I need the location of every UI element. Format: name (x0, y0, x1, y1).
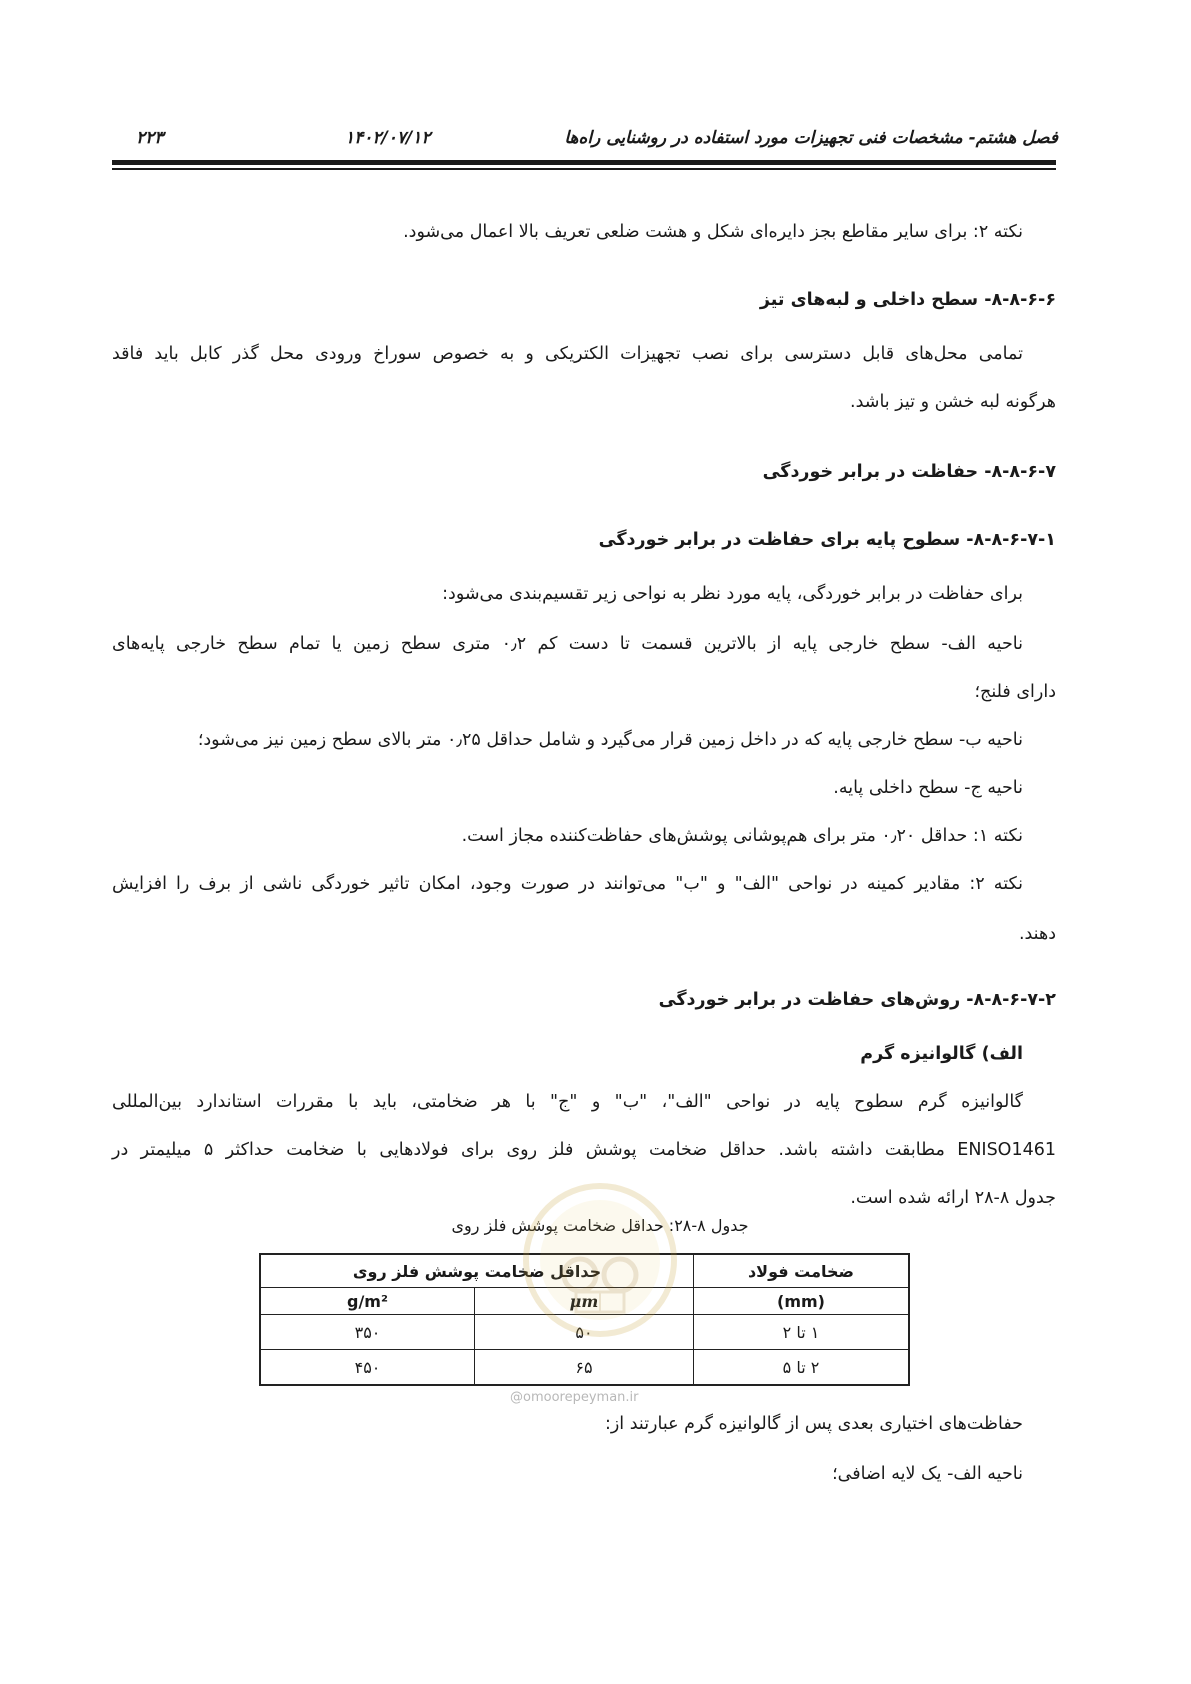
section-heading-8-8-6-6: ۸-۸-۶-۶- سطح داخلی و لبه‌های تیز (759, 290, 1056, 310)
zone-b-line: ناحیه ب- سطح خارجی پایه که در داخل زمین قرار می‌گیرد و شامل حداقل ۰٫۲۵ متر بالای سطح زمین نیز می‌شود؛ (197, 730, 1023, 750)
gm2-cell: ۳۵۰ (260, 1315, 475, 1350)
header-rule-thick (112, 160, 1056, 165)
steel-thickness-header: ضخامت فولاد (694, 1254, 910, 1288)
paragraph-line: حفاظت‌های اختیاری بعدی پس از گالوانیزه گرم عبارتند از: (604, 1414, 1023, 1434)
gm2-unit-header: g/m² (260, 1288, 475, 1315)
watermark-url: @omoorepeyman.ir (510, 1390, 639, 1405)
steel-unit-header: (mm) (694, 1288, 910, 1315)
table-caption: جدول ۸-۲۸: حداقل ضخامت پوشش فلز روی (451, 1216, 749, 1235)
running-header-date: ۱۴۰۲/۰۷/۱۲ (345, 128, 431, 148)
paragraph-line: ناحیه الف- یک لایه اضافی؛ (832, 1464, 1023, 1484)
section-heading-8-8-6-7: ۸-۸-۶-۷- حفاظت در برابر خوردگی (762, 462, 1056, 482)
paragraph-line: ENISO1461 مطابقت داشته باشد. حداقل ضخامت پوشش فلز روی برای فولادهایی با ضخامت حداکثر ۵ میلیمتر در (112, 1140, 1056, 1160)
zone-c-line: ناحیه ج- سطح داخلی پایه. (833, 778, 1023, 798)
running-header-title: فصل هشتم- مشخصات فنی تجهیزات مورد استفاده در روشنایی راه‌ها (564, 128, 1058, 148)
section-heading-8-8-6-7-2: ۸-۸-۶-۷-۲- روش‌های حفاظت در برابر خوردگی (658, 990, 1056, 1010)
paragraph-line: گالوانیزه گرم سطوح پایه در نواحی "الف"، "ب" و "ج" با هر ضخامتی، باید با مقررات استاندارد بین‌المللی (112, 1092, 1023, 1112)
paragraph-line: تمامی محل‌های قابل دسترسی برای نصب تجهیزات الکتریکی و به خصوص سوراخ ورودی محل گذر کابل باید فاقد (112, 344, 1023, 364)
micron-unit-header: μm (475, 1288, 694, 1315)
paragraph-line: برای حفاظت در برابر خوردگی، پایه مورد نظر به نواحی زیر تقسیم‌بندی می‌شود: (442, 584, 1023, 604)
zinc-thickness-header: حداقل ضخامت پوشش فلز روی (260, 1254, 694, 1288)
note-2-top: نکته ۲: برای سایر مقاطع بجز دایره‌ای شکل و هشت ضلعی تعریف بالا اعمال می‌شود. (403, 222, 1023, 242)
steel-cell: ۲ تا ۵ (694, 1350, 910, 1386)
micron-cell: ۶۵ (475, 1350, 694, 1386)
paragraph-line: جدول ۸-۲۸ ارائه شده است. (850, 1188, 1056, 1208)
subheading-hot-dip-galvanizing: الف) گالوانیزه گرم (860, 1044, 1023, 1064)
paragraph-line: هرگونه لبه خشن و تیز باشد. (850, 392, 1056, 412)
section-heading-8-8-6-7-1: ۸-۸-۶-۷-۱- سطوح پایه برای حفاظت در برابر خوردگی (598, 530, 1056, 550)
note-1: نکته ۱: حداقل ۰٫۲۰ متر برای هم‌پوشانی پوشش‌های حفاظت‌کننده مجاز است. (461, 826, 1023, 846)
zone-a-line: ناحیه الف- سطح خارجی پایه از بالاترین قسمت تا دست کم ۰٫۲ متری سطح زمین یا تمام سطح خارجی پایه‌های (112, 634, 1023, 654)
gm2-cell: ۴۵۰ (260, 1350, 475, 1386)
micron-cell: ۵۰ (475, 1315, 694, 1350)
note-2: نکته ۲: مقادیر کمینه در نواحی "الف" و "ب" می‌توانند در صورت وجود، امکان تاثیر خوردگی ناشی از برف را افزایش (112, 874, 1024, 894)
table-row (260, 1350, 909, 1386)
header-rule-thin (112, 168, 1056, 170)
table-row (260, 1315, 909, 1350)
note-2-cont: دهند. (1018, 924, 1056, 944)
zinc-coating-table (259, 1253, 910, 1386)
zone-a-line: دارای فلنج؛ (974, 682, 1056, 702)
steel-cell: ۱ تا ۲ (694, 1315, 910, 1350)
page-number: ۲۲۳ (136, 128, 164, 148)
